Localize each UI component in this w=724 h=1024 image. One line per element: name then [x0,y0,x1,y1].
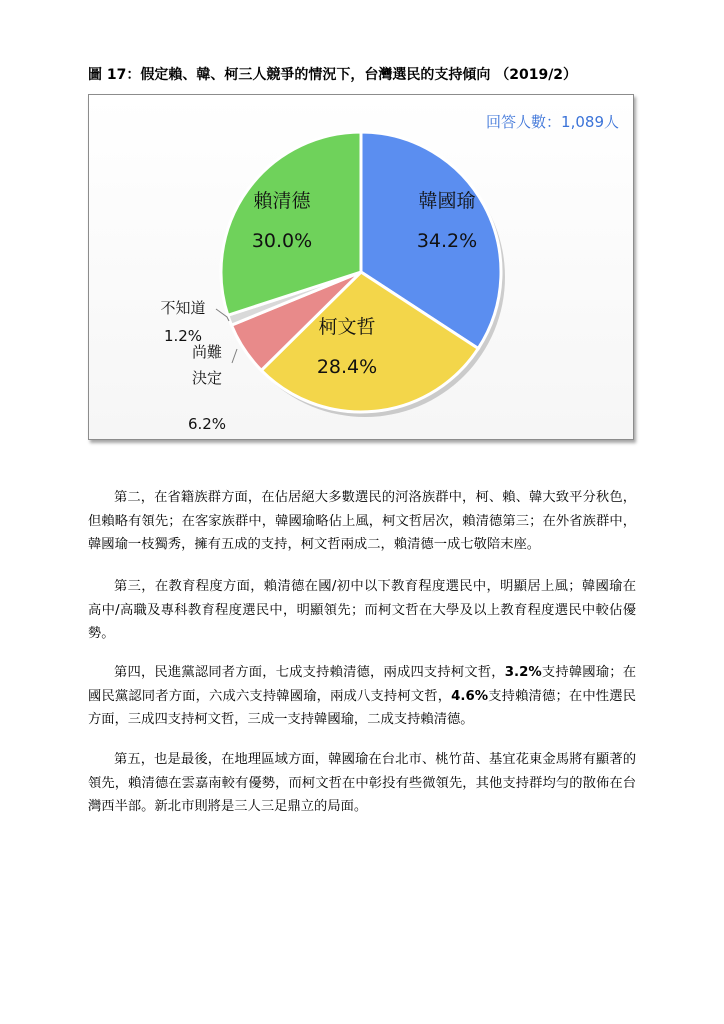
slice-label: 韓國瑜 [418,190,476,212]
respondent-count: 回答人數：1,089人 [486,113,619,131]
slice-value-label: 6.2% [187,415,227,433]
slice-label: 尚難 [191,343,223,361]
slice-label: 柯文哲 [318,316,376,338]
paragraph-text: 支持賴清德；在中性選民方面，三成四支持柯文哲，三成一支持韓國瑜，二成支持賴清德。 [88,688,636,727]
paragraph-text: 支持韓國瑜；在國民黨認同者方面，六成六支持韓國瑜，兩成八支持柯文哲， [88,665,637,704]
slice-value-label: 28.4% [316,356,378,378]
slice-value-label: 1.2% [163,327,203,345]
pie-chart [89,95,635,441]
slice-label: 不知道 [160,299,206,317]
slice-value-label: 30.0% [251,230,313,252]
slice-value-label: 34.2% [416,230,478,252]
paragraph-text: 第四，民進黨認同者方面，七成支持賴清德，兩成四支持柯文哲， [114,665,505,680]
paragraph-party-identification [88,661,636,732]
percent-value: 4.6% [451,688,489,704]
paragraph-education: 第三，在教育程度方面，賴清德在國/初中以下教育程度選民中，明顯居上風；韓國瑜在高中/高職及專科教育程度選民中，明顯領先；而柯文哲在大學及以上教育程度選民中較佔優勢。 [88,579,636,641]
leader-line [232,349,237,363]
figure-title: 圖 17：假定賴、韓、柯三人競爭的情況下，台灣選民的支持傾向 （2019/2） [88,67,578,83]
slice-label: 賴清德 [253,190,311,212]
slice-label: 決定 [191,369,223,387]
paragraph-geographic-region: 第五，也是最後，在地理區域方面，韓國瑜在台北市、桃竹苗、基宜花東金馬將有顯著的領先，賴清德在雲嘉南較有優勢，而柯文哲在中彰投有些微領先，其他支持群均勻的散佈在台灣西半部。新北市則將是三人三足鼎立的局面。 [88,752,636,814]
paragraph-ethnic-groups: 第二，在省籍族群方面，在佔居絕大多數選民的河洛族群中，柯、賴、韓大致平分秋色，但賴略有領先；在客家族群中，韓國瑜略佔上風，柯文哲居次，賴清德第三；在外省族群中，韓國瑜一枝獨秀，擁有五成的支持，柯文哲兩成二，賴清德一成七敬陪末座。 [88,490,636,552]
percent-value: 3.2% [504,665,542,680]
pie-chart-container [88,94,634,440]
